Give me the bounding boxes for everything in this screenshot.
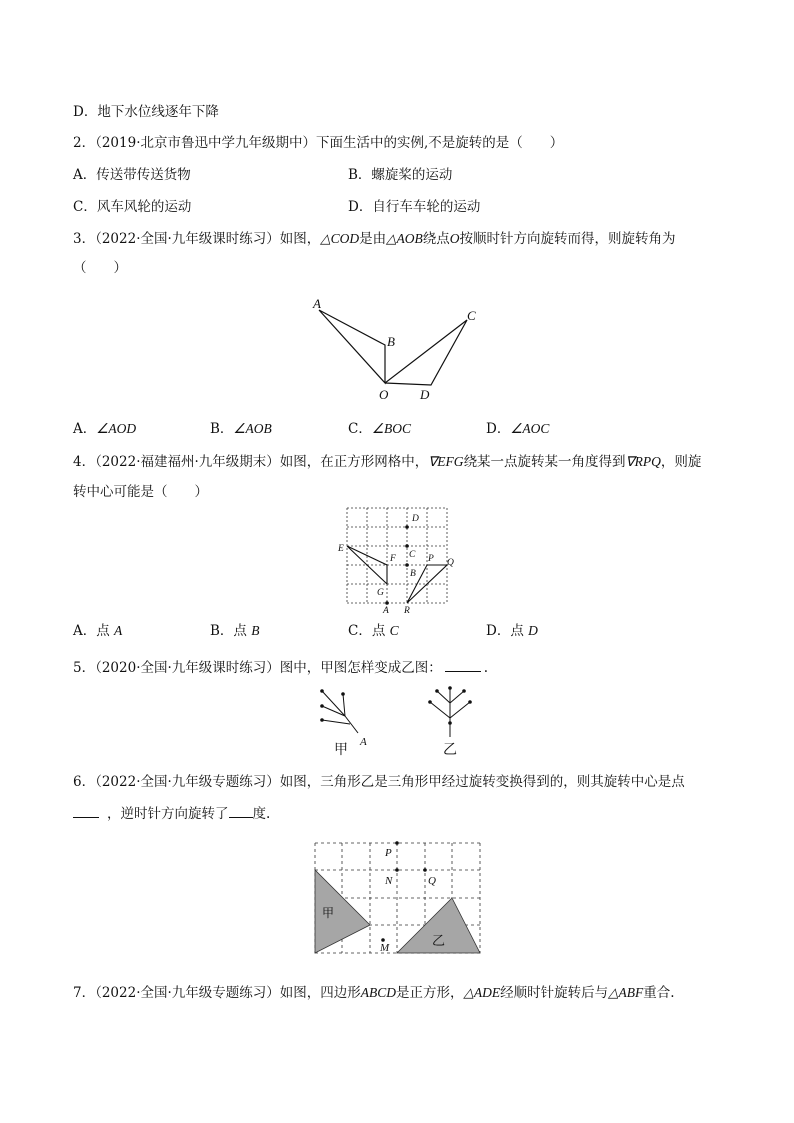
q6-point-q bbox=[423, 868, 427, 872]
q4-label-g: G bbox=[377, 588, 384, 598]
q4-label-p: P bbox=[428, 554, 434, 564]
q6-stem-line1: 6．（2022·全国·九年级专题练习）如图，三角形乙是三角形甲经过旋转变换得到的，则其旋转中心是点 bbox=[73, 774, 685, 790]
q6-label-n: N bbox=[385, 875, 393, 887]
q3-label-d: D bbox=[420, 387, 430, 402]
q6-label-p: P bbox=[385, 847, 392, 859]
q4-label-d: D bbox=[412, 514, 419, 524]
q7-stem-b: 是正方形， bbox=[396, 985, 464, 1001]
q3-option-c-math: ∠BOC bbox=[371, 421, 411, 436]
q3-option-d-math: ∠AOC bbox=[510, 421, 550, 436]
q3-option-b-math: ∠AOB bbox=[233, 421, 272, 436]
q4-label-b: B bbox=[410, 569, 416, 579]
q3-stem-a: 3．（2022·全国·九年级课时练习）如图， bbox=[73, 231, 321, 247]
q5-label-a: A bbox=[360, 736, 367, 748]
q4-tri1: ∇EFG bbox=[428, 454, 464, 469]
q6-label-q: Q bbox=[428, 875, 436, 887]
q4-option-c-math: C bbox=[389, 623, 399, 638]
q2-option-b: B．螺旋桨的运动 bbox=[348, 167, 453, 183]
q3-stem-b: 是由 bbox=[359, 231, 387, 247]
q3-option-a-prefix: A． bbox=[73, 421, 97, 437]
q3-label-o: O bbox=[379, 387, 389, 402]
q4-tri2: ∇RPQ bbox=[625, 454, 661, 469]
q1-option-d: D．地下水位线逐年下降 bbox=[73, 104, 219, 120]
q6-label-m: M bbox=[380, 942, 390, 954]
q3-label-a: A bbox=[313, 296, 321, 311]
q4-label-c: C bbox=[409, 550, 416, 560]
q3-label-c: C bbox=[467, 308, 476, 323]
q4-option-b-prefix: B．点 bbox=[210, 623, 252, 639]
q4-label-r: R bbox=[404, 606, 410, 616]
q4-label-q: Q bbox=[447, 558, 454, 568]
q4-label-a: A bbox=[383, 606, 389, 616]
q6-stem-line2b: 度. bbox=[252, 806, 271, 822]
q3-stem-line2: （ ） bbox=[73, 260, 127, 276]
q4-stem-c: ，则旋 bbox=[660, 454, 702, 470]
q6-label-jia: 甲 bbox=[322, 906, 335, 920]
q4-option-d-math: D bbox=[528, 623, 538, 638]
q5-stem-text: 5．（2020·全国·九年级课时练习）图中，甲图怎样变成乙图： bbox=[73, 660, 442, 676]
q7-quad: ABCD bbox=[360, 985, 397, 1000]
q2-option-d: D．自行车车轮的运动 bbox=[348, 199, 481, 215]
q3-option-b-prefix: B． bbox=[210, 421, 234, 437]
q3-stem-d: 按顺时针方向旋转而得，则旋转角为 bbox=[459, 231, 676, 247]
q3-option-c-prefix: C． bbox=[348, 421, 372, 437]
q6-point-n bbox=[395, 868, 399, 872]
q7-stem-c: 经顺时针旋转后与 bbox=[500, 985, 609, 1001]
q5-label-jia: 甲 bbox=[334, 743, 348, 758]
q4-stem-a: 4．（2022·福建福州·九年级期末）如图，在正方形网格中， bbox=[73, 454, 429, 470]
q3-tri2: △AOB bbox=[386, 231, 423, 246]
q4-option-c-prefix: C．点 bbox=[348, 623, 390, 639]
q7-tri2: △ABF bbox=[608, 985, 644, 1000]
q7-stem-a: 7．（2022·全国·九年级专题练习）如图，四边形 bbox=[73, 985, 361, 1001]
q3-stem-c: 绕点 bbox=[422, 231, 450, 247]
q6-stem-line2a: ，逆时针方向旋转了 bbox=[107, 806, 229, 822]
q4-option-d-prefix: D．点 bbox=[486, 623, 529, 639]
q3-option-d-prefix: D． bbox=[486, 421, 511, 437]
q2-option-c: C．风车风轮的运动 bbox=[73, 199, 192, 215]
q3-label-b: B bbox=[387, 334, 395, 349]
q2-option-a: A．传送带传送货物 bbox=[73, 167, 191, 183]
q7-stem-d: 重合. bbox=[643, 985, 675, 1001]
q3-point: O bbox=[449, 231, 460, 246]
q7-stem bbox=[73, 984, 675, 1002]
q4-option-a-prefix: A．点 bbox=[73, 623, 115, 639]
q4-option-a-math: A bbox=[114, 623, 123, 638]
q4-label-e: E bbox=[338, 544, 344, 554]
q4-label-f: F bbox=[390, 554, 396, 564]
q4-stem-b: 绕某一点旋转某一角度得到 bbox=[463, 454, 626, 470]
q5-label-yi: 乙 bbox=[443, 743, 457, 758]
q3-option-a-math: ∠AOD bbox=[96, 421, 137, 436]
q7-tri1: △ADE bbox=[463, 985, 501, 1000]
q6-label-yi: 乙 bbox=[432, 933, 446, 948]
q6-point-p bbox=[395, 841, 399, 845]
q2-stem: 2．（2019·北京市鲁迅中学九年级期中）下面生活中的实例,不是旋转的是（ ） bbox=[73, 135, 564, 151]
q3-tri1: △COD bbox=[320, 231, 360, 246]
q4-stem-line2: 转中心可能是（ ） bbox=[73, 484, 208, 500]
q4-option-b-math: B bbox=[251, 623, 260, 638]
q5-stem-end: . bbox=[483, 660, 489, 676]
